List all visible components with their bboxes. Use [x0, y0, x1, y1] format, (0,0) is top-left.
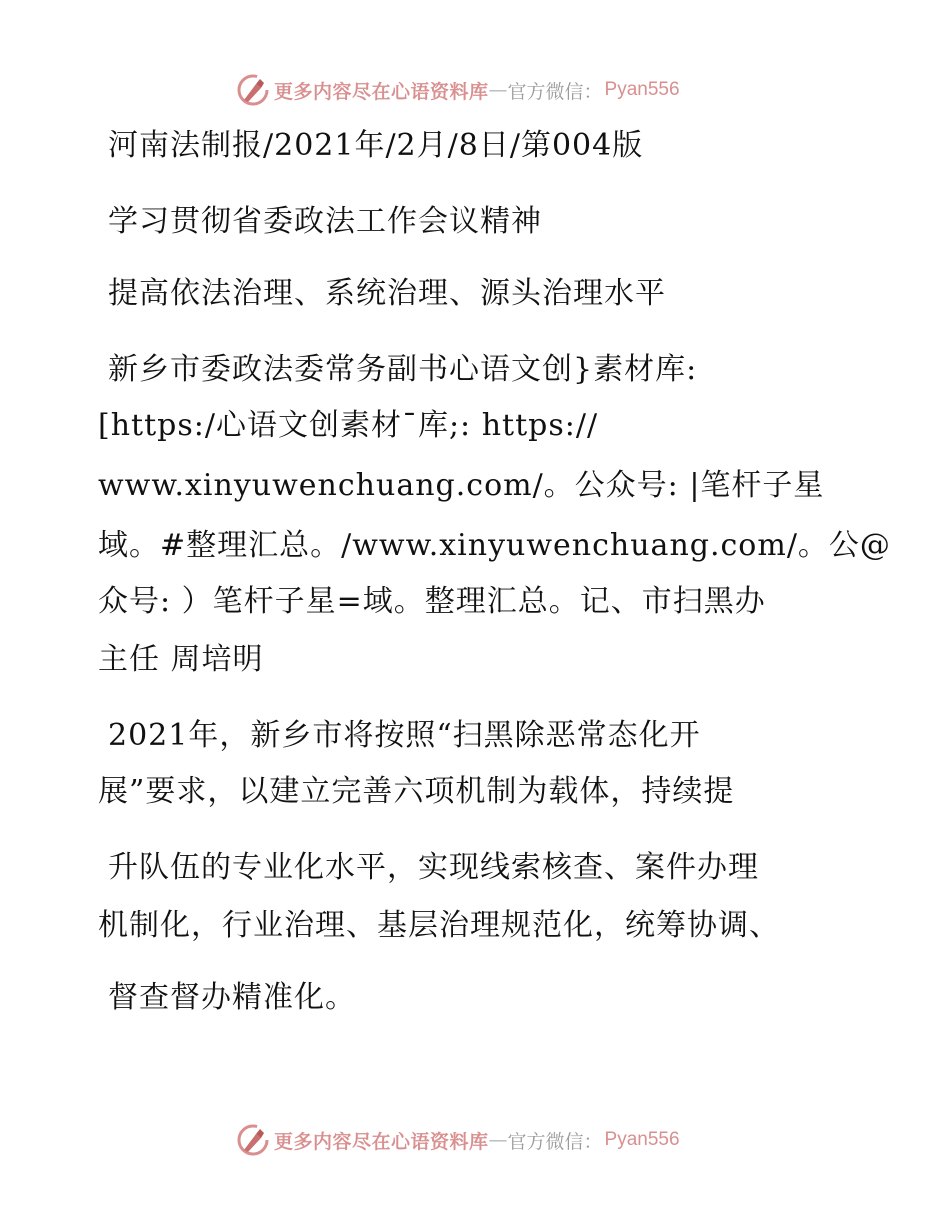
- doc-text-line: [https:/心语文创素材¯库;: https://: [98, 408, 599, 443]
- watermark-separator: —: [488, 1129, 508, 1151]
- doc-text-line: 展”要求，以建立完善六项机制为载体，持续提: [98, 774, 735, 809]
- doc-text-line: 督查督办精准化。: [108, 980, 356, 1015]
- doc-text-line: 升队伍的专业化水平，实现线索核查、案件办理: [108, 850, 759, 885]
- doc-text-line: 众号: ）笔杆子星=域。整理汇总。记、市扫黑办: [98, 584, 766, 619]
- watermark-account: Pyan556: [604, 79, 680, 100]
- doc-author-line: 主任 周培明: [98, 642, 264, 677]
- watermark-separator: —: [488, 79, 508, 101]
- doc-subheadline: 提高依法治理、系统治理、源头治理水平: [108, 276, 666, 311]
- watermark-official-label: 官方微信：: [507, 80, 603, 103]
- doc-headline: 学习贯彻省委政法工作会议精神: [108, 204, 542, 239]
- pen-nib-logo-icon: [236, 73, 270, 107]
- doc-text-line: 2021年，新乡市将按照“扫黑除恶常态化开: [108, 718, 701, 753]
- pen-nib-logo-icon: [236, 1123, 270, 1157]
- watermark-header: [236, 72, 680, 108]
- doc-text-line: www.xinyuwenchuang.com/。公众号: |笔杆子星: [98, 468, 825, 503]
- watermark-text: 更多内容尽在心语资料库: [274, 80, 489, 103]
- doc-source-line: 河南法制报/2021年/2月/8日/第004版: [108, 128, 644, 163]
- doc-text-line: 新乡市委政法委常务副书心语文创}素材库:: [108, 352, 698, 387]
- watermark-text: 更多内容尽在心语资料库: [274, 1130, 489, 1153]
- watermark-footer: [236, 1122, 680, 1158]
- doc-text-line: 机制化，行业治理、基层治理规范化，统筹协调、: [98, 908, 780, 943]
- doc-text-line: 域。#整理汇总。/www.xinyuwenchuang.com/。公@: [98, 528, 891, 563]
- watermark-official-label: 官方微信：: [507, 1130, 603, 1153]
- watermark-account: Pyan556: [604, 1129, 680, 1150]
